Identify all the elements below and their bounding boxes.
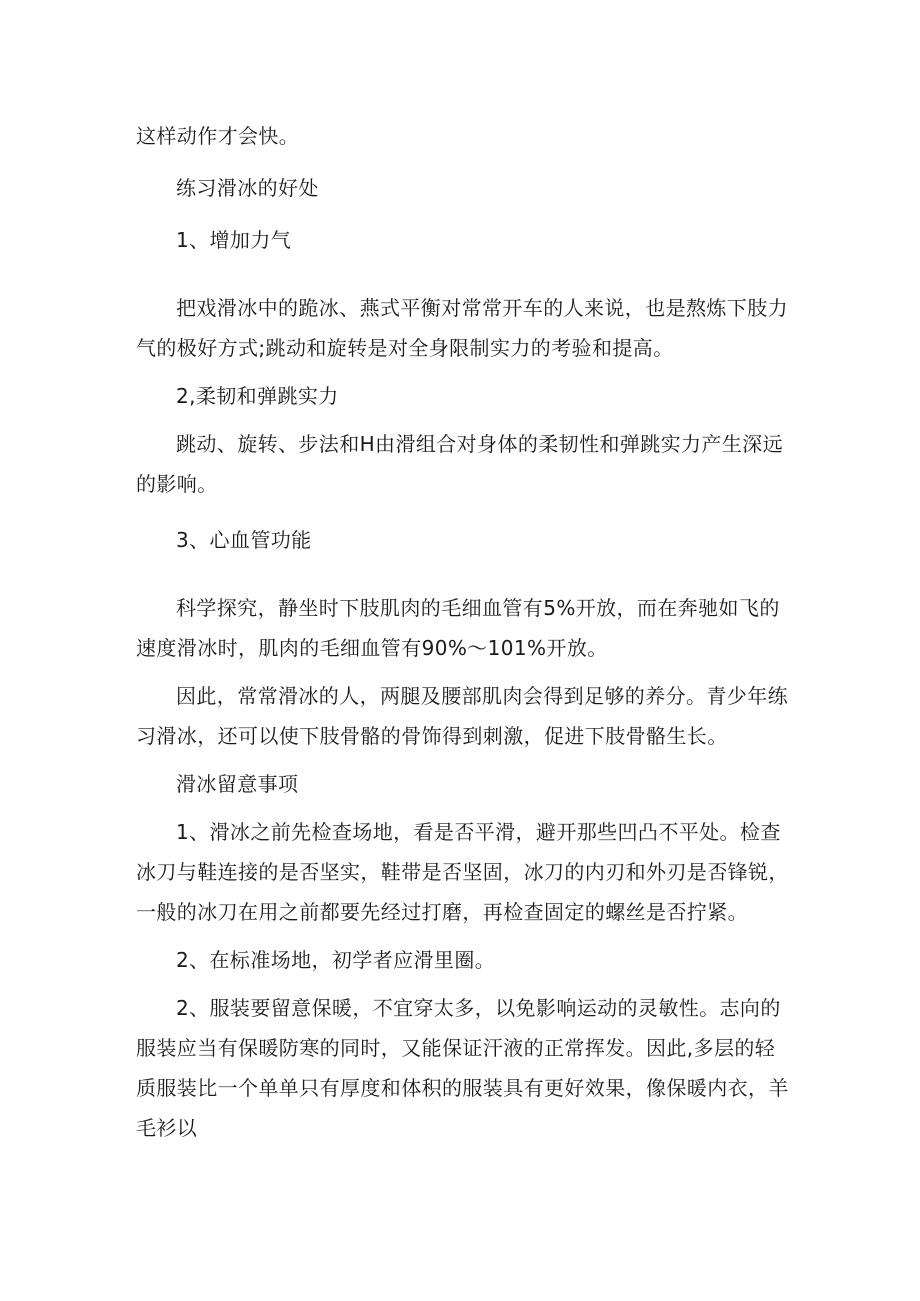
paragraph-continuation: 这样动作才会快。 xyxy=(136,124,300,148)
document-body xyxy=(136,116,791,1148)
paragraph-check-venue: 1、滑冰之前先检查场地，看是否平滑，避开那些凹凸不平处。检查冰刀与鞋连接的是否坚实，鞋带是否坚固，冰刀的内刃和外刃是否锋锐，一般的冰刀在用之前都要先经过打磨，再检查固定的螺丝是否拧紧。 xyxy=(136,820,789,924)
paragraph-flexibility: 跳动、旋转、步法和H由滑组合对身体的柔韧性和弹跳实力产生深远的影响。 xyxy=(136,432,784,496)
section-heading-benefits: 练习滑冰的好处 xyxy=(176,176,319,200)
subheading-strength: 1、增加力气 xyxy=(176,228,292,252)
paragraph-strength: 把戏滑冰中的跪冰、燕式平衡对常常开车的人来说，也是熬炼下肢力气的极好方式;跳动和旋转是对全身限制实力的考验和提高。 xyxy=(136,296,788,360)
section-heading-precautions: 滑冰留意事项 xyxy=(176,772,299,796)
paragraph-inner-circle: 2、在标准场地，初学者应滑里圈。 xyxy=(176,948,496,972)
subheading-flexibility: 2,柔韧和弹跳实力 xyxy=(176,384,339,408)
paragraph-cardiovascular: 科学探究，静坐时下肢肌肉的毛细血管有5%开放，而在奔驰如飞的速度滑冰时，肌肉的毛细血管有90%～101%开放。 xyxy=(136,596,780,660)
subheading-cardiovascular: 3、心血管功能 xyxy=(176,528,312,552)
paragraph-clothing: 2、服装要留意保暖，不宜穿太多，以免影响运动的灵敏性。志向的服装应当有保暖防寒的同时，又能保证汗液的正常挥发。因此,多层的轻质服装比一个单单只有厚度和体积的服装具有更好效果，像保暖内衣，羊毛衫以 xyxy=(136,996,789,1140)
paragraph-muscle-nutrition: 因此，常常滑冰的人，两腿及腰部肌肉会得到足够的养分。青少年练习滑冰，还可以使下肢骨骼的骨饰得到刺激，促进下肢骨骼生长。 xyxy=(136,684,788,748)
